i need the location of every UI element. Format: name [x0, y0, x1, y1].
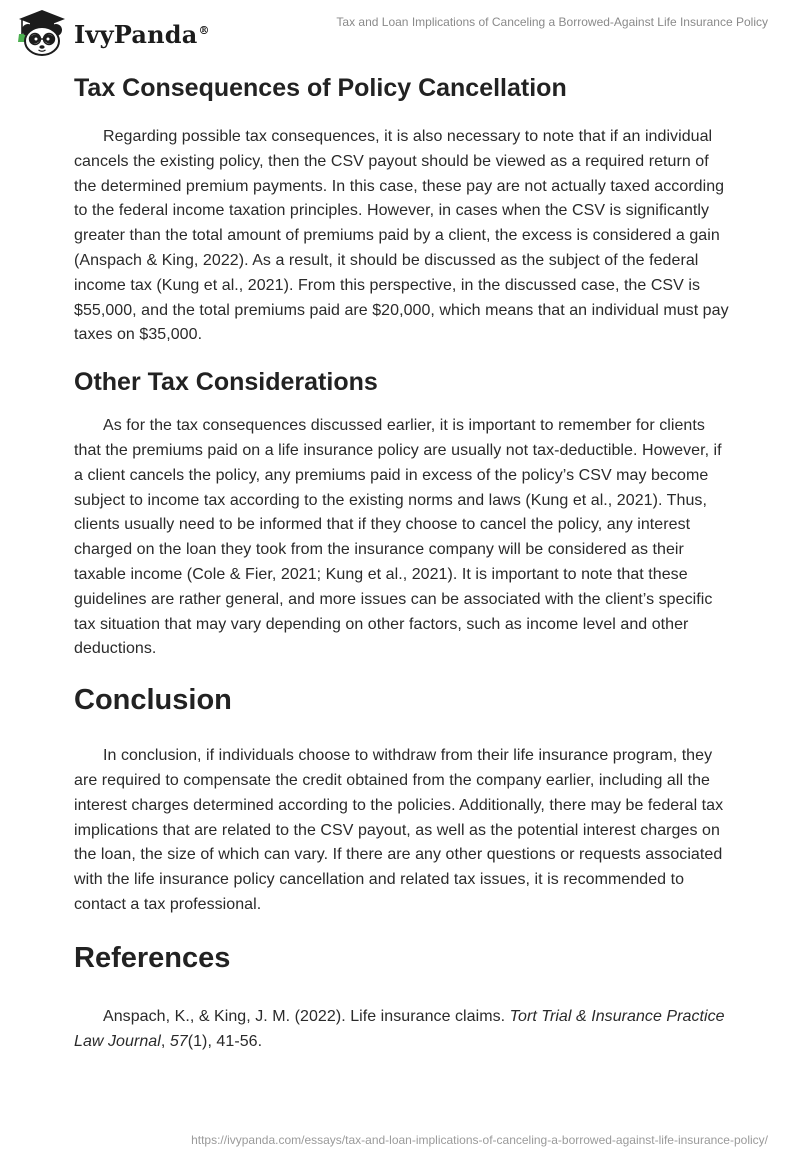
section-title-tax-consequences: Tax Consequences of Policy Cancellation — [74, 74, 567, 102]
reference-pages: (1), 41-56. — [187, 1032, 263, 1050]
section-body-tax-consequences: Regarding possible tax consequences, it is also necessary to note that if an individual cancels the existing policy, then the CSV payout should be viewed as a required return of the determined premium payments. In this case, these pay are not actually taxed according to the federal income taxation principles. However, in cases when the CSV is significantly greater than the total amount of premiums paid by a client, the excess is considered a gain (Anspach & King, 2022). As a result, it should be discussed as the subject of the federal income tax (Kung et al., 2021). From this perspective, in the discussed case, the CSV is $55,000, and the total premiums paid are $20,000, which means that an individual must pay taxes on $35,000. — [74, 128, 729, 344]
ivypanda-logo[interactable] — [16, 8, 210, 56]
essay-content — [74, 70, 734, 1054]
page-header — [0, 0, 800, 64]
running-title: Tax and Loan Implications of Canceling a Borrowed-Against Life Insurance Policy — [336, 15, 768, 29]
footer-source-url[interactable]: https://ivypanda.com/essays/tax-and-loan-implications-of-canceling-a-borrowed-against-life-insurance-policy/ — [191, 1133, 768, 1147]
section-body-other-tax: As for the tax consequences discussed earlier, it is important to remember for clients that the premiums paid on a life insurance policy are usually not tax-deductible. However, if a client cancels the policy, any premiums paid in excess of the policy’s CSV may become subject to income tax according to the existing norms and laws (Kung et al., 2021). Thus, clients usually need to be informed that if they choose to cancel the policy, any interest charged on the loan they took from the insurance company will be considered as their taxable income (Cole & Fier, 2021; Kung et al., 2021). It is important to note that these guidelines are rather general, and more issues can be associated with the client’s specific tax situation that may vary depending on other factors, such as income level and other deductions. — [74, 417, 722, 658]
section-body-conclusion: In conclusion, if individuals choose to withdraw from their life insurance program, they are required to compensate the credit obtained from the company earlier, including all the interest charges determined according to the policies. Additionally, there may be federal tax implications that are related to the CSV payout, as well as the potential interest charges on the loan, the size of which can vary. If there are any other questions or requests associated with the life insurance policy cancellation and related tax issues, it is recommended to contact a tax professional. — [74, 747, 724, 913]
reference-volume: 57 — [169, 1032, 188, 1050]
reference-item — [74, 1005, 734, 1055]
section-title-other-tax: Other Tax Considerations — [74, 368, 378, 397]
reference-journal: Tort Trial & Insurance Practice Law Journal — [74, 1007, 725, 1050]
section-title-conclusion: Conclusion — [74, 684, 232, 717]
reference-separator: , — [160, 1032, 170, 1050]
reference-authors: Anspach, K., & King, J. M. (2022). Life insurance claims. — [103, 1007, 510, 1025]
section-title-references: References — [74, 941, 231, 974]
panda-graduate-icon — [16, 8, 68, 56]
logo-wordmark: IvyPanda® — [74, 19, 210, 49]
